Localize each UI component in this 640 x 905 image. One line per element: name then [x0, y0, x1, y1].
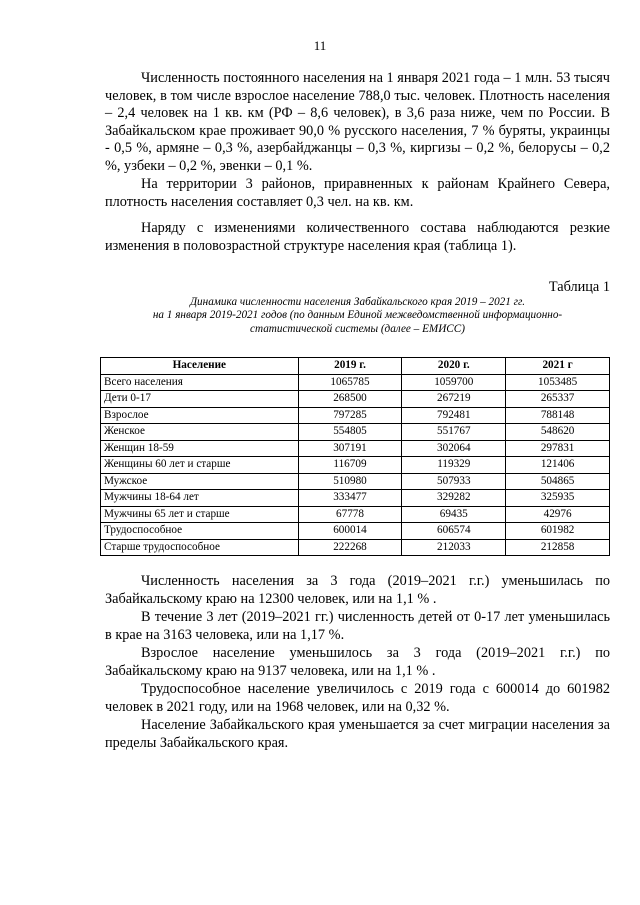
value-cell: 554805	[298, 424, 402, 441]
row-label-cell: Женщин 18-59	[101, 440, 299, 457]
value-cell: 302064	[402, 440, 506, 457]
paragraph-working-age: Трудоспособное население увеличилось с 2019 года с 600014 до 601982 человек в 2021 году, или на 1968 человек, или на 0,32 %.	[105, 681, 610, 715]
row-label-cell: Дети 0-17	[101, 391, 299, 408]
value-cell: 116709	[298, 457, 402, 474]
table-row	[101, 539, 610, 556]
row-label-cell: Старше трудоспособное	[101, 539, 299, 556]
value-cell: 325935	[506, 490, 610, 507]
value-cell: 121406	[506, 457, 610, 474]
page-number: 11	[313, 38, 327, 53]
header-2020: 2020 г.	[402, 358, 506, 375]
paragraph-population-total: Численность постоянного населения на 1 января 2021 года – 1 млн. 53 тысяч человек, в том числе взрослое население 788,0 тыс. человек. Плотность населения – 2,4 человек на 1 кв. км (РФ – 8,6 человек), в 3,6 раза ниже, чем по России. В Забайкальском крае проживает 90,0 % русского населения, 7 % буряты, украинцы - 0,5 %, армяне – 0,3 %, азербайджанцы – 0,3 %, киргизы – 0,2 %, белорусы – 0,2 %, узбеки – 0,2 %, эвенки – 0,1 %.	[105, 70, 610, 174]
value-cell: 333477	[298, 490, 402, 507]
value-cell: 69435	[402, 506, 506, 523]
row-label-cell: Всего населения	[101, 374, 299, 391]
table-caption-line: Динамика численности населения Забайкальского края 2019 – 2021 гг.	[189, 296, 526, 308]
value-cell: 1053485	[506, 374, 610, 391]
row-label-cell: Трудоспособное	[101, 523, 299, 540]
value-cell: 1065785	[298, 374, 402, 391]
value-cell: 551767	[402, 424, 506, 441]
row-label-cell: Женское	[101, 424, 299, 441]
value-cell: 606574	[402, 523, 506, 540]
row-label-cell: Мужчины 18-64 лет	[101, 490, 299, 507]
header-2019: 2019 г.	[298, 358, 402, 375]
row-label-cell: Взрослое	[101, 407, 299, 424]
value-cell: 792481	[402, 407, 506, 424]
row-label-cell: Мужское	[101, 473, 299, 490]
value-cell: 307191	[298, 440, 402, 457]
value-cell: 265337	[506, 391, 610, 408]
value-cell: 788148	[506, 407, 610, 424]
table-row	[101, 374, 610, 391]
table-label: Таблица 1	[548, 279, 610, 295]
value-cell: 601982	[506, 523, 610, 540]
value-cell: 1059700	[402, 374, 506, 391]
table-header-row	[101, 358, 610, 375]
paragraph-decrease-adults: Взрослое население уменьшилось за 3 года (2019–2021 г.г.) по Забайкальскому краю на 9137 человека, или на 1,1 % .	[105, 645, 610, 679]
value-cell: 212033	[402, 539, 506, 556]
table-row	[101, 440, 610, 457]
value-cell: 42976	[506, 506, 610, 523]
table-row	[101, 457, 610, 474]
value-cell: 119329	[402, 457, 506, 474]
value-cell: 548620	[506, 424, 610, 441]
value-cell: 329282	[402, 490, 506, 507]
table-caption-line: на 1 января 2019-2021 годов (по данным Единой межведомственной информационно-	[152, 309, 563, 322]
value-cell: 67778	[298, 506, 402, 523]
table-row	[101, 506, 610, 523]
table-row	[101, 407, 610, 424]
value-cell: 212858	[506, 539, 610, 556]
paragraph-far-north: На территории 3 районов, приравненных к районам Крайнего Севера, плотность населения составляет 0,3 чел. на кв. км.	[105, 176, 610, 210]
paragraph-migration: Население Забайкальского края уменьшается за счет миграции населения за пределы Забайкальского края.	[105, 717, 610, 751]
value-cell: 600014	[298, 523, 402, 540]
row-label-cell: Мужчины 65 лет и старше	[101, 506, 299, 523]
paragraph-decrease-total: Численность населения за 3 года (2019–2021 г.г.) уменьшилась по Забайкальскому краю на 12300 человек, или на 1,1 % .	[105, 573, 610, 607]
header-population: Население	[101, 358, 299, 375]
table-row	[101, 473, 610, 490]
header-2021: 2021 г	[506, 358, 610, 375]
value-cell: 504865	[506, 473, 610, 490]
value-cell: 222268	[298, 539, 402, 556]
value-cell: 268500	[298, 391, 402, 408]
value-cell: 267219	[402, 391, 506, 408]
paragraph-decrease-children: В течение 3 лет (2019–2021 гг.) численность детей от 0-17 лет уменьшилась в крае на 3163 человека, или на 1,17 %.	[105, 609, 610, 643]
value-cell: 510980	[298, 473, 402, 490]
value-cell: 507933	[402, 473, 506, 490]
population-table	[100, 357, 610, 556]
paragraph-structure-changes: Наряду с изменениями количественного состава наблюдаются резкие изменения в половозрастной структуре населения края (таблица 1).	[105, 220, 610, 254]
table-caption-line: статистической системы (далее – ЕМИСС)	[250, 322, 465, 335]
table-row	[101, 490, 610, 507]
row-label-cell: Женщины 60 лет и старше	[101, 457, 299, 474]
table-row	[101, 424, 610, 441]
table-row	[101, 391, 610, 408]
value-cell: 797285	[298, 407, 402, 424]
table-caption	[105, 296, 610, 336]
table-row	[101, 523, 610, 540]
value-cell: 297831	[506, 440, 610, 457]
